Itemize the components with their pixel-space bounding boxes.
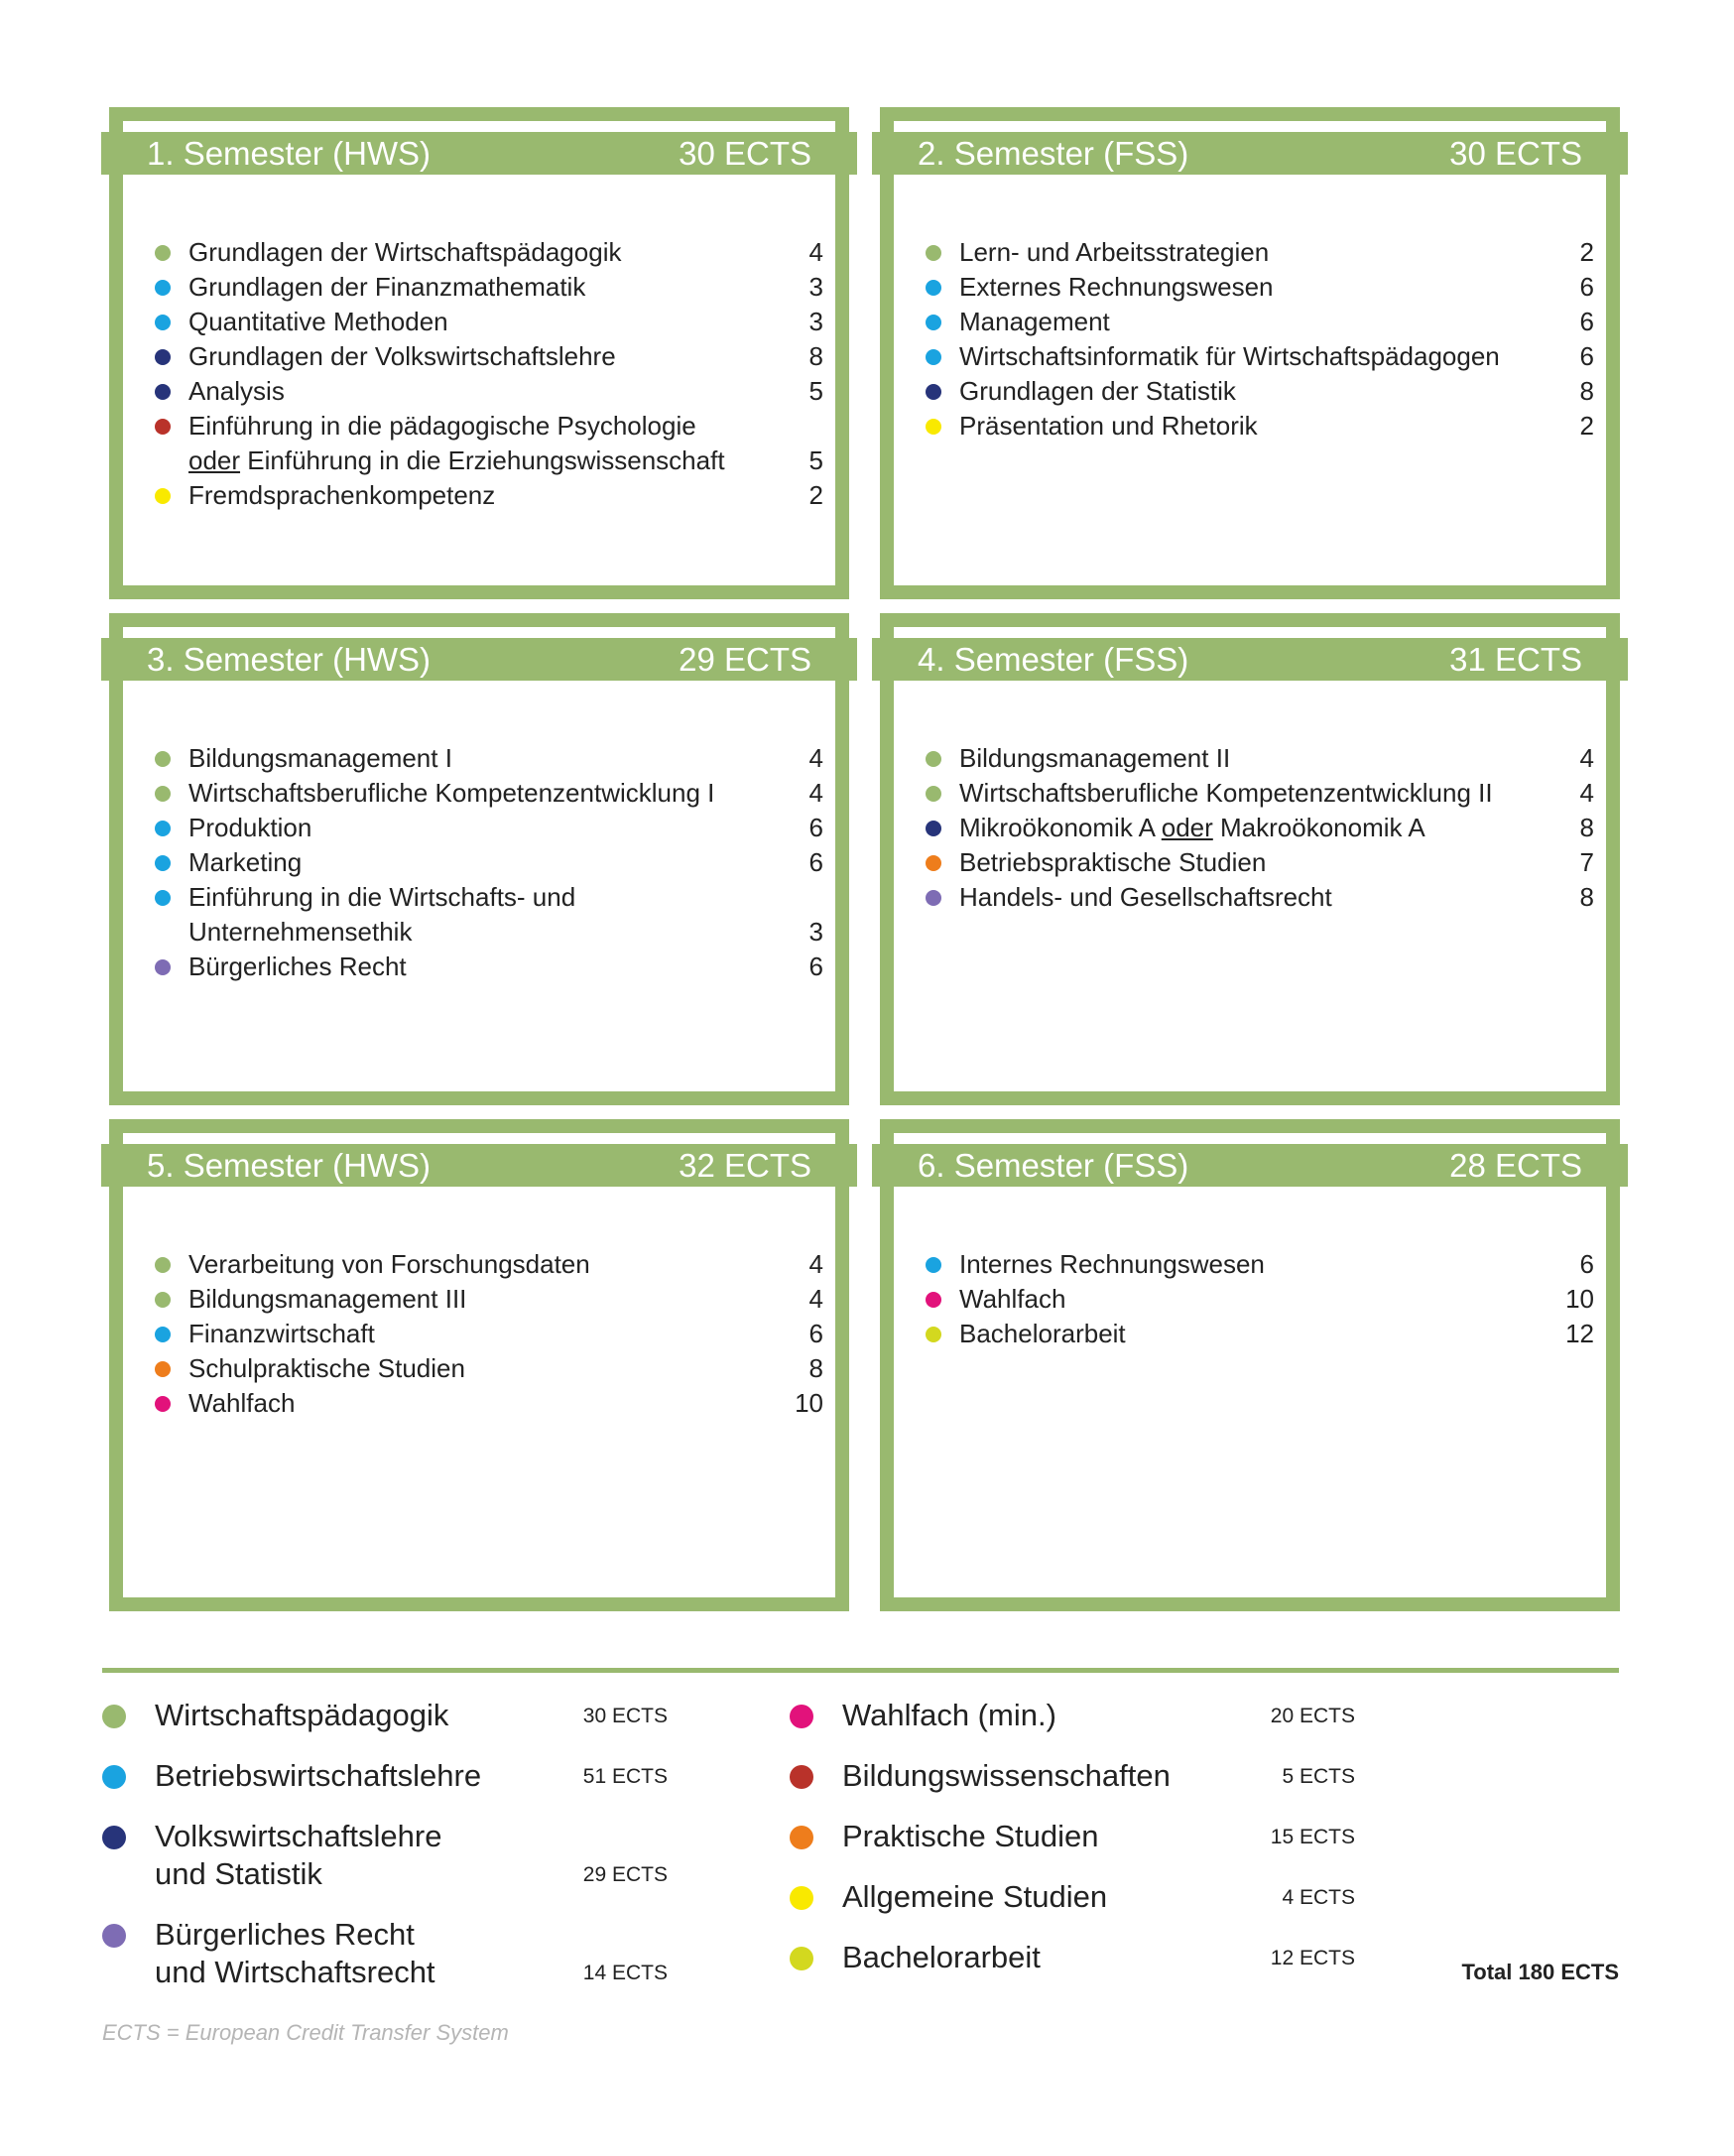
course-item: [139, 270, 823, 305]
semester-title: 2. Semester (FSS): [918, 135, 1189, 172]
legend-ects: 5 ECTS: [1282, 1765, 1355, 1788]
course-item: [139, 1386, 823, 1421]
course-item: [139, 845, 823, 880]
semester-title: 4. Semester (FSS): [918, 641, 1189, 678]
course-ects: 7: [1579, 847, 1594, 877]
course-name: Präsentation und Rhetorik: [959, 411, 1258, 441]
category-dot-icon: [155, 751, 171, 767]
semester-header: [101, 1144, 857, 1187]
course-item: [139, 305, 823, 339]
course-name: Analysis: [188, 376, 285, 406]
semester-box: [880, 613, 1620, 1105]
semester-ects: 30 ECTS: [1449, 135, 1582, 172]
course-item: [139, 478, 823, 513]
course-item: [139, 1351, 823, 1386]
course-item: [139, 1282, 823, 1317]
course-item: [139, 374, 823, 409]
course-ects: 2: [1579, 237, 1594, 267]
course-name: Fremdsprachenkompetenz: [188, 480, 496, 510]
course-name: Externes Rechnungswesen: [959, 272, 1274, 302]
legend-label: und Statistik: [155, 1856, 322, 1891]
course-name: Produktion: [188, 813, 312, 842]
course-name: Einführung in die Wirtschafts- und: [188, 882, 576, 912]
course-item: [139, 1247, 823, 1282]
legend-label: Bildungswissenschaften: [842, 1758, 1171, 1793]
course-ects: 8: [1579, 882, 1594, 912]
course-item: [910, 1282, 1594, 1317]
course-name: Bachelorarbeit: [959, 1319, 1126, 1348]
legend-dot-icon: [102, 1924, 126, 1948]
course-ects: 8: [1579, 376, 1594, 406]
legend-ects: 29 ECTS: [582, 1863, 668, 1886]
category-dot-icon: [926, 1257, 941, 1273]
course-item: [910, 339, 1594, 374]
category-dot-icon: [155, 1292, 171, 1308]
semester-header: [872, 1144, 1628, 1187]
course-name: Grundlagen der Finanzmathematik: [188, 272, 586, 302]
course-ects: 3: [808, 272, 823, 302]
course-name: Wirtschaftsberufliche Kompetenzentwicklung I: [188, 778, 715, 808]
course-name: Schulpraktische Studien: [188, 1353, 465, 1383]
legend-dot-icon: [790, 1705, 813, 1728]
legend-ects: 12 ECTS: [1270, 1947, 1355, 1969]
course-name: Internes Rechnungswesen: [959, 1249, 1265, 1279]
course-item: [910, 374, 1594, 409]
course-item: [910, 880, 1594, 915]
course-list: [139, 741, 823, 984]
course-ects: 4: [808, 1284, 823, 1314]
course-name: Bildungsmanagement III: [188, 1284, 467, 1314]
legend-dot-icon: [102, 1705, 126, 1728]
legend-label: Volkswirtschaftslehre: [155, 1819, 442, 1853]
course-name: Grundlagen der Statistik: [959, 376, 1236, 406]
course-name: Unternehmensethik: [188, 917, 413, 947]
course-name: Wahlfach: [188, 1388, 296, 1418]
category-dot-icon: [155, 349, 171, 365]
course-ects: 8: [808, 341, 823, 371]
category-dot-icon: [926, 245, 941, 261]
semester-header: [101, 638, 857, 681]
course-item: [139, 741, 823, 776]
category-dot-icon: [155, 315, 171, 330]
course-list: [910, 741, 1594, 915]
course-item: [910, 270, 1594, 305]
category-dot-icon: [926, 1327, 941, 1342]
category-dot-icon: [926, 349, 941, 365]
legend-dot-icon: [790, 1886, 813, 1910]
semester-title: 1. Semester (HWS): [147, 135, 432, 172]
semester-box: [880, 107, 1620, 599]
course-ects: 4: [808, 743, 823, 773]
course-name: Marketing: [188, 847, 303, 877]
semester-title: 3. Semester (HWS): [147, 641, 432, 678]
course-item: [910, 1317, 1594, 1351]
course-name: Bildungsmanagement II: [959, 743, 1231, 773]
course-ects: 6: [808, 847, 823, 877]
legend-dot-icon: [790, 1765, 813, 1789]
course-ects: 10: [795, 1388, 823, 1418]
legend-label: Praktische Studien: [842, 1819, 1099, 1853]
category-dot-icon: [155, 890, 171, 906]
course-item: [910, 776, 1594, 811]
category-dot-icon: [155, 245, 171, 261]
semester-box: [109, 107, 849, 599]
semester-box: [880, 1119, 1620, 1611]
category-dot-icon: [926, 786, 941, 802]
category-dot-icon: [926, 384, 941, 400]
course-ects: 8: [1579, 813, 1594, 842]
course-ects: 4: [808, 237, 823, 267]
category-dot-icon: [155, 419, 171, 435]
course-list: [139, 235, 823, 513]
legend-dot-icon: [790, 1947, 813, 1970]
legend-dot-icon: [790, 1826, 813, 1849]
course-ects: 6: [1579, 272, 1594, 302]
semester-ects: 28 ECTS: [1449, 1147, 1582, 1184]
semester-header: [872, 132, 1628, 175]
category-dot-icon: [155, 280, 171, 296]
category-dot-icon: [926, 280, 941, 296]
course-ects: 4: [1579, 778, 1594, 808]
semester-ects: 29 ECTS: [679, 641, 811, 678]
semester-ects: 30 ECTS: [679, 135, 811, 172]
course-ects: 8: [808, 1353, 823, 1383]
course-ects: 4: [808, 1249, 823, 1279]
legend-label: Bachelorarbeit: [842, 1940, 1041, 1974]
course-name: Lern- und Arbeitsstrategien: [959, 237, 1270, 267]
legend-ects: 20 ECTS: [1270, 1705, 1355, 1727]
course-name: Betriebspraktische Studien: [959, 847, 1267, 877]
semester-title: 6. Semester (FSS): [918, 1147, 1189, 1184]
course-item: [910, 305, 1594, 339]
course-item: [910, 845, 1594, 880]
legend-label: Betriebswirtschaftslehre: [155, 1758, 482, 1793]
category-dot-icon: [926, 419, 941, 435]
semester-ects: 32 ECTS: [679, 1147, 811, 1184]
category-dot-icon: [155, 1257, 171, 1273]
legend-dot-icon: [102, 1826, 126, 1849]
course-item: [910, 1247, 1594, 1282]
course-ects: 6: [808, 813, 823, 842]
course-ects: 4: [808, 778, 823, 808]
course-name: Wirtschaftsinformatik für Wirtschaftspädagogen: [959, 341, 1500, 371]
course-ects: 6: [1579, 307, 1594, 336]
course-item: [910, 741, 1594, 776]
course-name: Mikroökonomik A oder Makroökonomik A: [959, 813, 1425, 842]
course-ects: 5: [808, 445, 823, 475]
legend-ects: 14 ECTS: [582, 1962, 668, 1984]
course-item: [139, 235, 823, 270]
legend-label: Allgemeine Studien: [842, 1879, 1108, 1914]
legend-label: Wahlfach (min.): [842, 1698, 1056, 1732]
course-ects: 10: [1565, 1284, 1594, 1314]
course-name: Handels- und Gesellschaftsrecht: [959, 882, 1332, 912]
semester-ects: 31 ECTS: [1449, 641, 1582, 678]
category-dot-icon: [926, 890, 941, 906]
course-ects: 6: [1579, 1249, 1594, 1279]
legend-ects: 4 ECTS: [1282, 1886, 1355, 1909]
course-name: Quantitative Methoden: [188, 307, 448, 336]
course-name: Wirtschaftsberufliche Kompetenzentwicklung II: [959, 778, 1493, 808]
course-name: Finanzwirtschaft: [188, 1319, 375, 1348]
course-ects: 6: [808, 1319, 823, 1348]
course-name: Grundlagen der Volkswirtschaftslehre: [188, 341, 616, 371]
course-name: Bildungsmanagement I: [188, 743, 452, 773]
legend-ects: 30 ECTS: [582, 1705, 668, 1727]
category-dot-icon: [155, 1396, 171, 1412]
course-item-continuation: [139, 444, 823, 478]
legend-ects: 51 ECTS: [582, 1765, 668, 1788]
course-ects: 5: [808, 376, 823, 406]
category-dot-icon: [155, 959, 171, 975]
semester-header: [101, 132, 857, 175]
category-dot-icon: [926, 855, 941, 871]
course-item: [910, 409, 1594, 444]
total-ects: Total 180 ECTS: [1461, 1960, 1619, 1984]
category-dot-icon: [155, 1327, 171, 1342]
legend-label: Wirtschaftspädagogik: [155, 1698, 449, 1732]
category-dot-icon: [155, 855, 171, 871]
course-ects: 3: [808, 307, 823, 336]
course-item: [910, 235, 1594, 270]
course-item: [139, 776, 823, 811]
course-name: Wahlfach: [959, 1284, 1066, 1314]
semester-title: 5. Semester (HWS): [147, 1147, 432, 1184]
course-name: Grundlagen der Wirtschaftspädagogik: [188, 237, 622, 267]
semester-box: [109, 1119, 849, 1611]
category-dot-icon: [926, 315, 941, 330]
course-name: Verarbeitung von Forschungsdaten: [188, 1249, 590, 1279]
course-name: Einführung in die pädagogische Psychologie: [188, 411, 696, 441]
legend-dot-icon: [102, 1765, 126, 1789]
course-list: [139, 1247, 823, 1421]
course-name: oder Einführung in die Erziehungswissenschaft: [188, 445, 725, 475]
course-list: [910, 235, 1594, 444]
course-ects: 2: [1579, 411, 1594, 441]
category-dot-icon: [926, 1292, 941, 1308]
course-ects: 6: [1579, 341, 1594, 371]
legend-label: und Wirtschaftsrecht: [155, 1955, 435, 1989]
category-dot-icon: [926, 821, 941, 836]
course-item: [139, 1317, 823, 1351]
course-item: [910, 811, 1594, 845]
course-item: [139, 409, 823, 444]
course-list: [910, 1247, 1594, 1351]
course-name: Bürgerliches Recht: [188, 951, 407, 981]
course-item: [139, 950, 823, 984]
legend-divider: [102, 1668, 1619, 1673]
ects-footnote: ECTS = European Credit Transfer System: [102, 2020, 509, 2045]
course-item-continuation: [139, 915, 823, 950]
course-ects: 12: [1565, 1319, 1594, 1348]
course-item: [139, 811, 823, 845]
category-dot-icon: [155, 821, 171, 836]
course-item: [139, 880, 823, 915]
course-ects: 2: [808, 480, 823, 510]
course-name: Management: [959, 307, 1110, 336]
category-dot-icon: [155, 488, 171, 504]
legend-ects: 15 ECTS: [1270, 1826, 1355, 1848]
semester-box: [109, 613, 849, 1105]
category-dot-icon: [155, 1361, 171, 1377]
category-dot-icon: [155, 786, 171, 802]
course-item: [139, 339, 823, 374]
course-ects: 6: [808, 951, 823, 981]
legend-label: Bürgerliches Recht: [155, 1917, 415, 1952]
course-ects: 4: [1579, 743, 1594, 773]
semester-header: [872, 638, 1628, 681]
course-ects: 3: [808, 917, 823, 947]
category-dot-icon: [155, 384, 171, 400]
category-dot-icon: [926, 751, 941, 767]
